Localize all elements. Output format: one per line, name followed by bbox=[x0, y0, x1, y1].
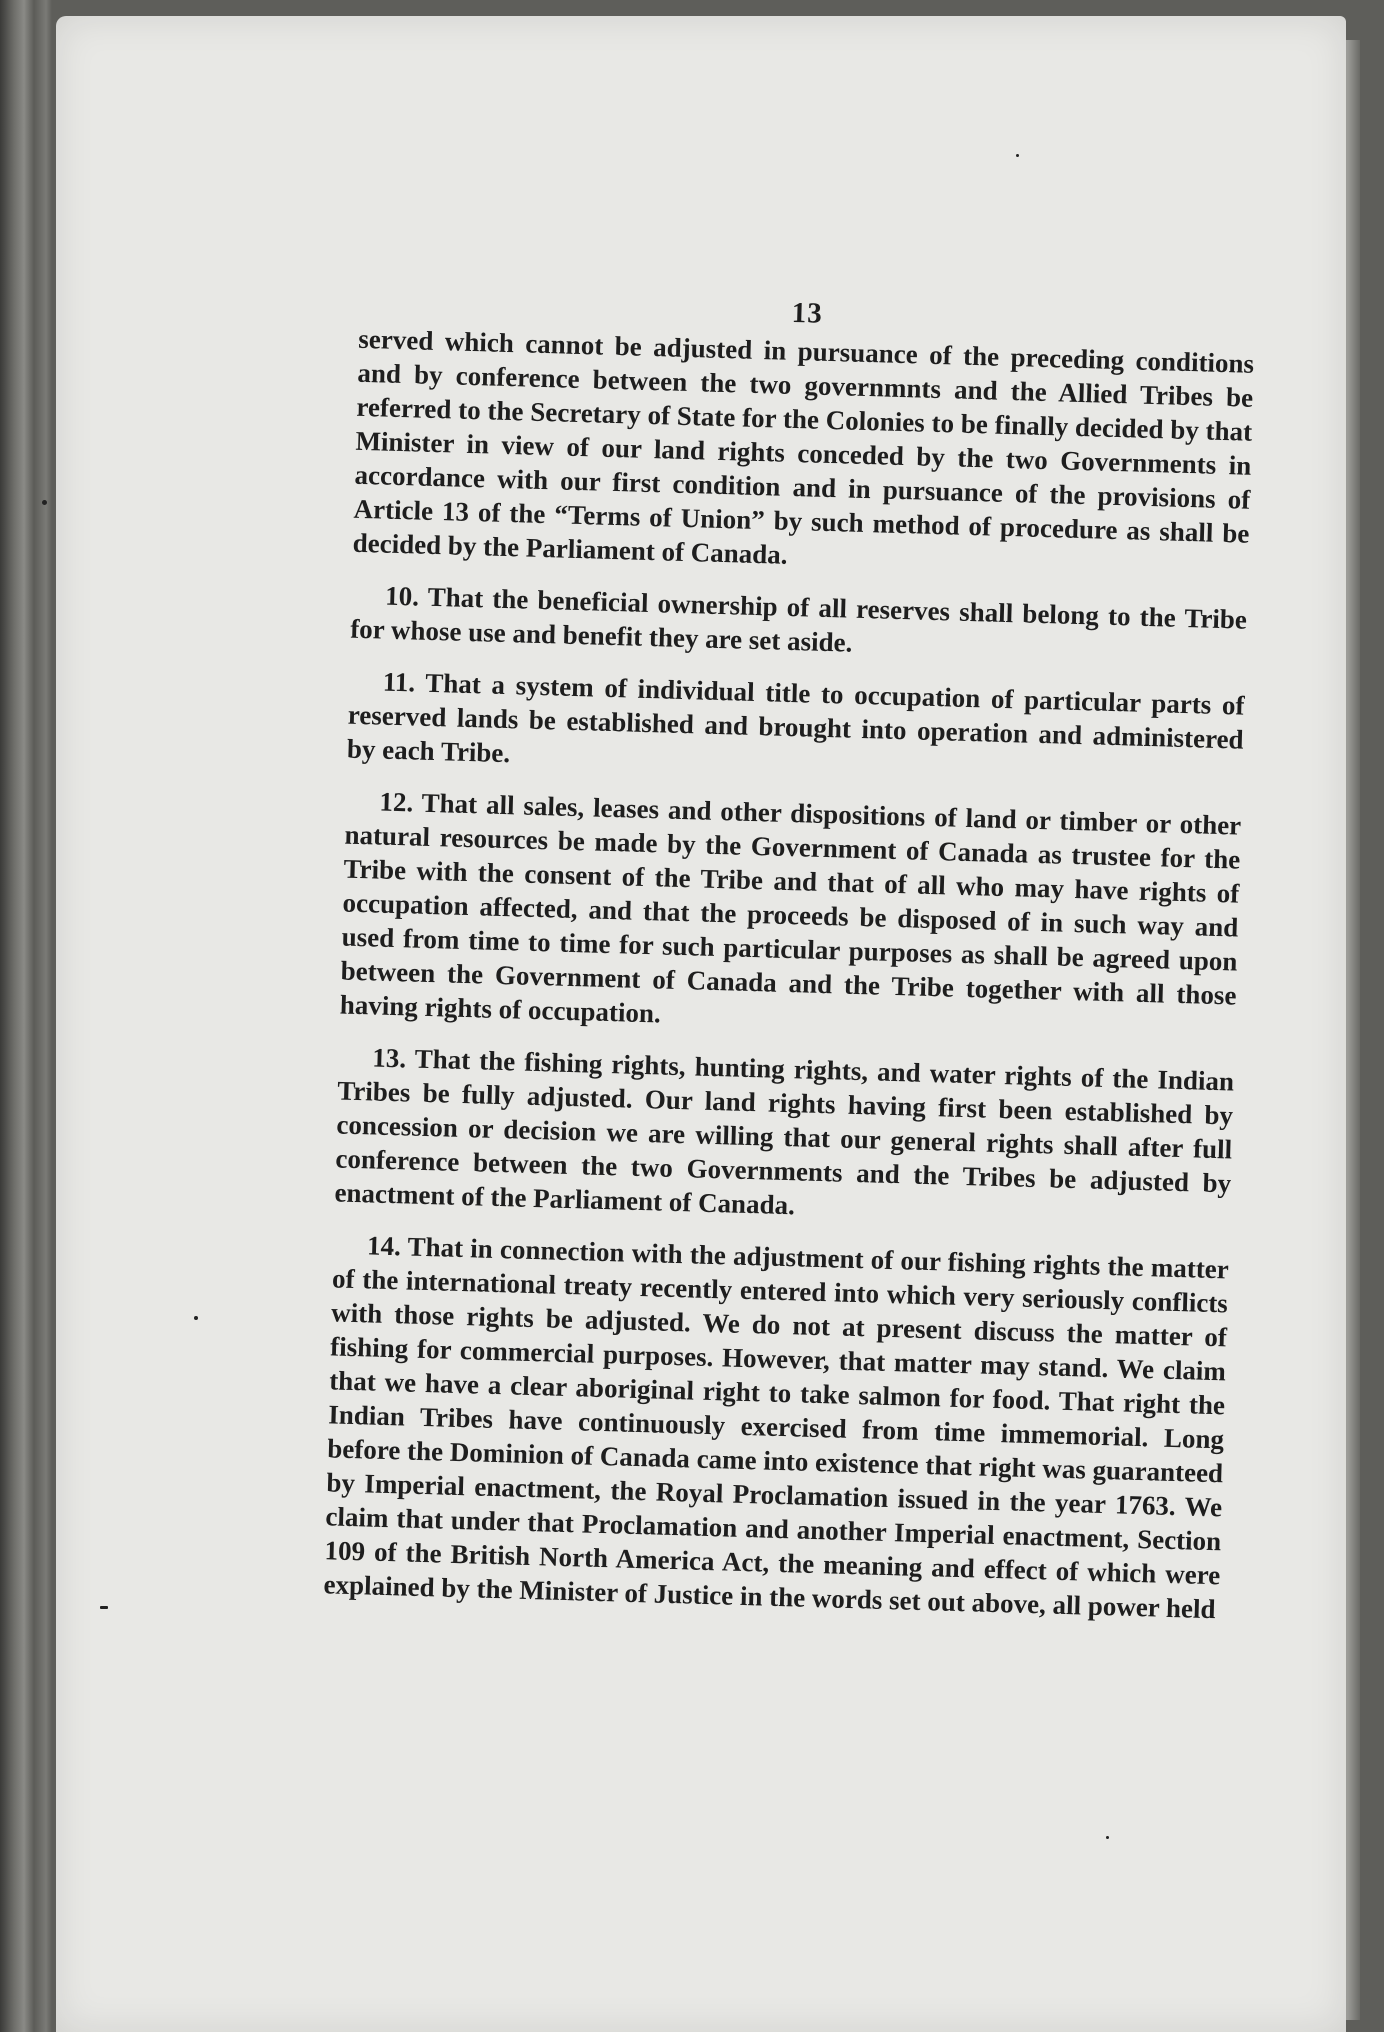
document-page bbox=[56, 16, 1346, 2032]
paragraph-11: 11. That a system of individual title to occupation of particular parts of reserved lands be established and brought into operation and administered by each Tribe. bbox=[346, 666, 1245, 769]
paragraph-10: 10. That the beneficial ownership of all reserves shall belong to the Tribe for whose use and benefit they are set aside. bbox=[349, 580, 1248, 658]
paragraph-continuation: served which cannot be adjusted in pursuance of the preceding conditions and by conference between the two governmnts and the Allied Tribes be referred to the Secretary of State for the Colonies to be finally decided by that Minister in view of our land rights conceded by the two Governments in accordance with our first condition and in pursuance of the provisions of Article 13 of the “Terms of Union” by such method of procedure as shall be decided by the Parliament of Canada. bbox=[352, 323, 1255, 570]
ink-speck bbox=[100, 1606, 108, 1609]
paragraph-14: 14. That in connection with the adjustment of our fishing rights the matter of the international treaty recently entered into which very seriously conflicts with those rights be adjusted. We do not at present discuss the matter of fishing for commercial purposes. However, that matter may stand. We claim that we have a clear aboriginal right to take salmon for food. That right the Indian Tribes have continuously exercised from time immemorial. Long before the Dominion of Canada came into existence that right was guaranteed by Imperial enactment, the Royal Proclamation issued in the year 1763. We claim that under that Proclamation and another Imperial enactment, Section 109 of the British North America Act, the meaning and effect of which were explained by the Minister of Justice in the words set out above, all power held bbox=[323, 1230, 1230, 1625]
paragraph-13: 13. That the fishing rights, hunting rights, and water rights of the Indian Tribes be fully adjusted. Our land rights having first been established by concession or decision we are willing that our general rights shall after full conference between the two Governments and the Tribes be adjusted by enactment of the Parliament of Canada. bbox=[334, 1042, 1235, 1221]
page-number: 13 bbox=[791, 296, 824, 330]
paragraph-12: 12. That all sales, leases and other dispositions of land or timber or other natural resources be made by the Government of Canada as trustee for the Tribe with the consent of the Tribe and that of all who may have rights of occupation affected, and that the proceeds be disposed of in such way and used from time to time for such particular purposes as shall be agreed upon between the Government of Canada and the Tribe together with all those having rights of occupation. bbox=[339, 786, 1242, 1029]
ink-speck bbox=[1016, 154, 1019, 157]
ink-speck bbox=[42, 500, 47, 505]
page-text bbox=[316, 284, 1255, 1868]
ink-speck bbox=[194, 1316, 198, 1320]
